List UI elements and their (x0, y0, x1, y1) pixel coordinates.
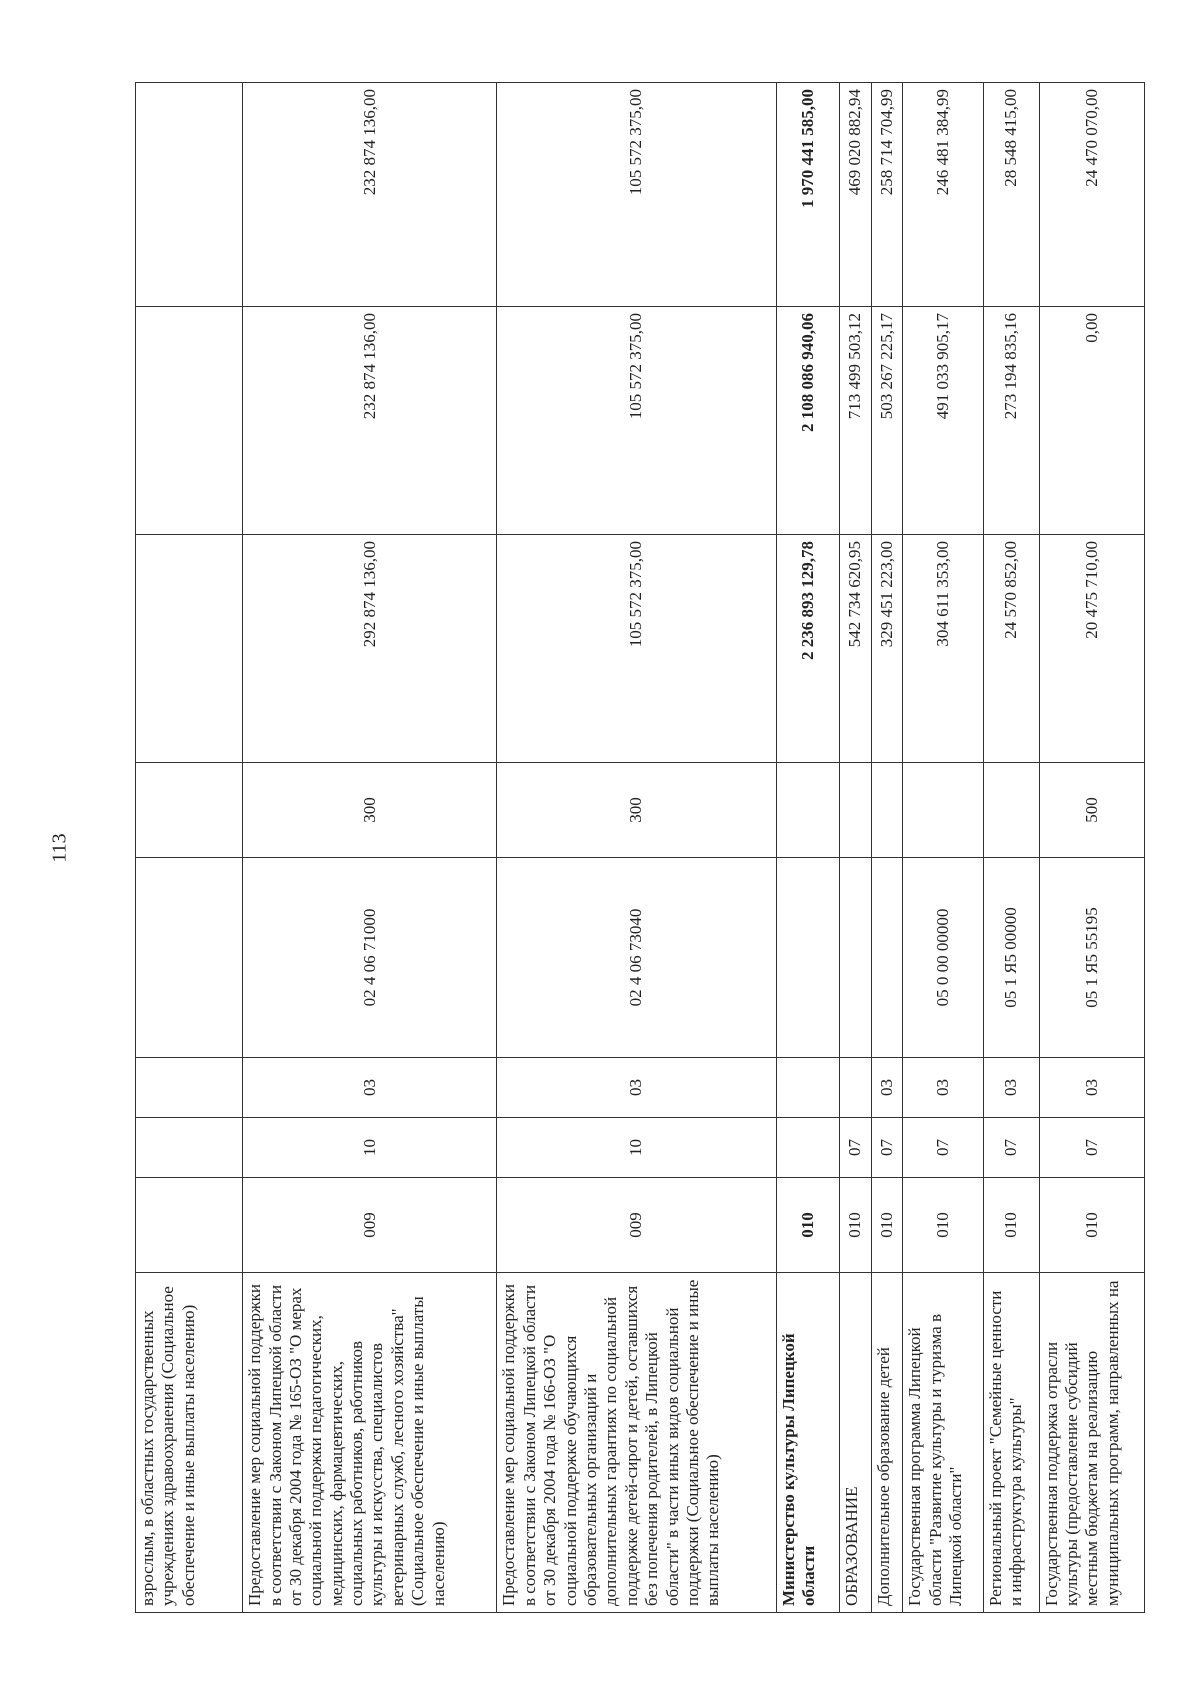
row-target-article (136, 858, 243, 1058)
row-subsection-code: 03 (497, 1058, 776, 1118)
budget-table (135, 83, 1145, 1613)
row-subsection-code: 03 (983, 1058, 1039, 1118)
row-subsection-code (839, 1058, 871, 1118)
row-expense-type (983, 763, 1039, 858)
row-target-article: 05 1 Я5 55195 (1039, 858, 1144, 1058)
row-name: ОБРАЗОВАНИЕ (839, 1273, 871, 1613)
row-name: Министерство культуры Липецкой области (776, 1273, 839, 1613)
table-row (839, 83, 871, 1613)
row-admin-code: 009 (243, 1178, 497, 1273)
row-target-article: 02 4 06 71000 (243, 858, 497, 1058)
row-sum-year-2 (136, 307, 243, 535)
row-name: Региональный проект "Семейные ценности и инфраструктура культуры" (983, 1273, 1039, 1613)
table-row (983, 83, 1039, 1613)
row-section-code (136, 1118, 243, 1178)
table-row (776, 83, 839, 1613)
row-target-article: 05 1 Я5 00000 (983, 858, 1039, 1058)
row-name: взрослым, в областных государственных учреждениях здравоохранения (Социальное обеспечение и иные выплаты населению) (136, 1273, 243, 1613)
row-sum-year-3: 258 714 704,99 (871, 83, 903, 307)
row-sum-year-2: 503 267 225,17 (871, 307, 903, 535)
row-expense-type: 500 (1039, 763, 1144, 858)
row-subsection-code: 03 (243, 1058, 497, 1118)
row-sum-year-1: 24 570 852,00 (983, 535, 1039, 763)
row-target-article: 02 4 06 73040 (497, 858, 776, 1058)
row-sum-year-1: 105 572 375,00 (497, 535, 776, 763)
row-target-article (871, 858, 903, 1058)
row-sum-year-3 (136, 83, 243, 307)
row-subsection-code: 03 (903, 1058, 984, 1118)
row-sum-year-3: 105 572 375,00 (497, 83, 776, 307)
row-sum-year-1: 292 874 136,00 (243, 535, 497, 763)
row-section-code: 07 (983, 1118, 1039, 1178)
row-sum-year-2: 232 874 136,00 (243, 307, 497, 535)
row-name: Дополнительное образование детей (871, 1273, 903, 1613)
row-sum-year-3: 1 970 441 585,00 (776, 83, 839, 307)
row-section-code: 10 (497, 1118, 776, 1178)
row-admin-code: 010 (776, 1178, 839, 1273)
row-subsection-code: 03 (1039, 1058, 1144, 1118)
row-expense-type (871, 763, 903, 858)
row-sum-year-2: 0,00 (1039, 307, 1144, 535)
row-admin-code: 010 (871, 1178, 903, 1273)
row-section-code: 07 (1039, 1118, 1144, 1178)
row-expense-type: 300 (243, 763, 497, 858)
row-sum-year-1: 329 451 223,00 (871, 535, 903, 763)
row-subsection-code (136, 1058, 243, 1118)
row-sum-year-3: 28 548 415,00 (983, 83, 1039, 307)
row-sum-year-3: 24 470 070,00 (1039, 83, 1144, 307)
table-row (903, 83, 984, 1613)
table-row (1039, 83, 1144, 1613)
row-sum-year-2: 491 033 905,17 (903, 307, 984, 535)
row-sum-year-1: 304 611 353,00 (903, 535, 984, 763)
row-admin-code: 010 (1039, 1178, 1144, 1273)
row-name: Предоставление мер социальной поддержки в соответствии с Законом Липецкой области от 30 декабря 2004 года № 166-ОЗ "О социальной поддержке обучающихся образовательных организаций и дополнительных гарантиях по социальной поддержке детей-сирот и детей, оставшихся без попечения родителей, в Липецкой области" в части иных видов социальной поддержки (Социальное обеспечение и иные выплаты населению) (497, 1273, 776, 1613)
row-sum-year-1: 20 475 710,00 (1039, 535, 1144, 763)
row-admin-code: 010 (839, 1178, 871, 1273)
row-name: Государственная поддержка отрасли культуры (предоставление субсидий местным бюджетам на реализацию муниципальных программ, направленных на (1039, 1273, 1144, 1613)
row-sum-year-1: 2 236 893 129,78 (776, 535, 839, 763)
row-target-article: 05 0 00 00000 (903, 858, 984, 1058)
row-section-code: 10 (243, 1118, 497, 1178)
row-section-code: 07 (903, 1118, 984, 1178)
row-sum-year-3: 246 481 384,99 (903, 83, 984, 307)
row-expense-type (136, 763, 243, 858)
row-admin-code (136, 1178, 243, 1273)
table-row (136, 83, 243, 1613)
page-number: 113 (48, 833, 71, 863)
row-expense-type (903, 763, 984, 858)
row-expense-type: 300 (497, 763, 776, 858)
row-sum-year-3: 469 020 882,94 (839, 83, 871, 307)
row-admin-code: 010 (983, 1178, 1039, 1273)
row-target-article (839, 858, 871, 1058)
row-section-code (776, 1118, 839, 1178)
row-sum-year-2: 713 499 503,12 (839, 307, 871, 535)
row-sum-year-2: 105 572 375,00 (497, 307, 776, 535)
table-row (871, 83, 903, 1613)
row-subsection-code: 03 (871, 1058, 903, 1118)
row-sum-year-2: 2 108 086 940,06 (776, 307, 839, 535)
row-subsection-code (776, 1058, 839, 1118)
row-section-code: 07 (839, 1118, 871, 1178)
row-expense-type (776, 763, 839, 858)
row-target-article (776, 858, 839, 1058)
row-admin-code: 009 (497, 1178, 776, 1273)
row-sum-year-3: 232 874 136,00 (243, 83, 497, 307)
row-name: Предоставление мер социальной поддержки в соответствии с Законом Липецкой области от 30 декабря 2004 года № 165-ОЗ "О мерах социальной поддержки педагогических, медицинских, фармацевтических, социальных работников, работников культуры и искусства, специалистов ветеринарных служб, лесного хозяйства" (Социальное обеспечение и иные выплаты населению) (243, 1273, 497, 1613)
row-admin-code: 010 (903, 1178, 984, 1273)
row-sum-year-2: 273 194 835,16 (983, 307, 1039, 535)
table-row (243, 83, 497, 1613)
row-name: Государственная программа Липецкой области "Развитие культуры и туризма в Липецкой области" (903, 1273, 984, 1613)
row-section-code: 07 (871, 1118, 903, 1178)
row-expense-type (839, 763, 871, 858)
table-row (497, 83, 776, 1613)
row-sum-year-1 (136, 535, 243, 763)
row-sum-year-1: 542 734 620,95 (839, 535, 871, 763)
